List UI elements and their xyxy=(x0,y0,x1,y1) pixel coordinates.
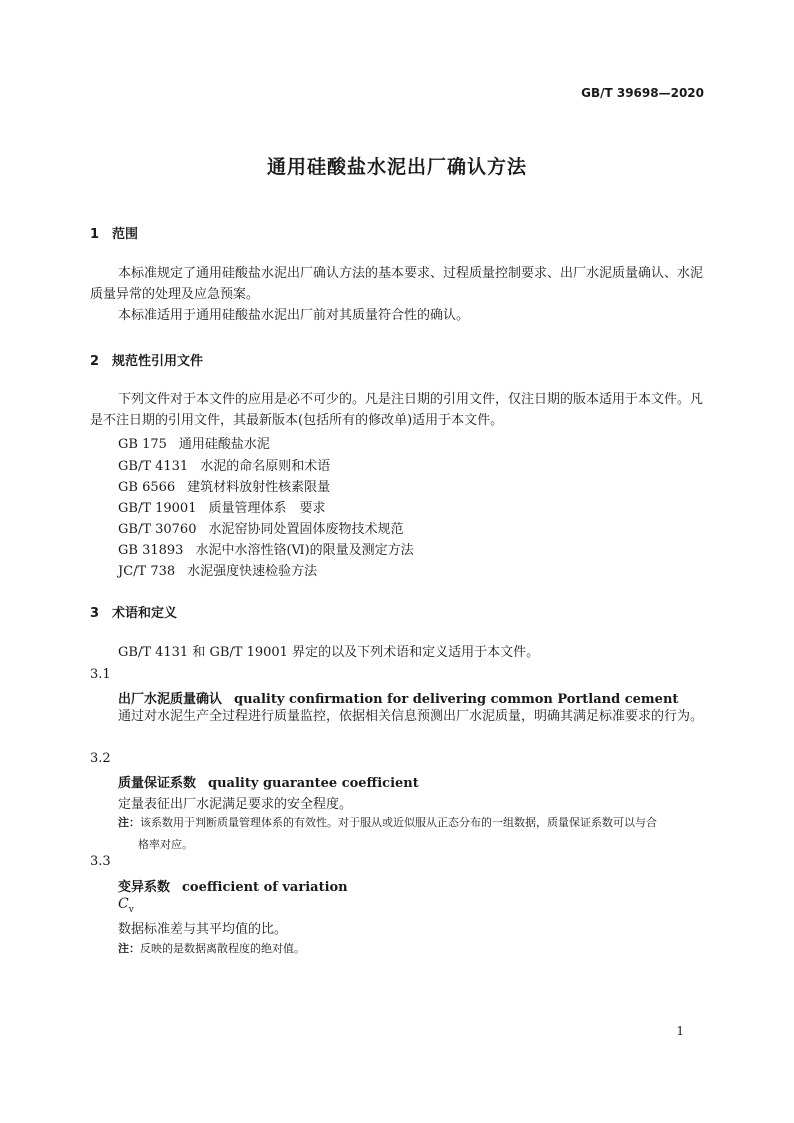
note-label: 注： xyxy=(118,942,140,955)
term-heading xyxy=(118,772,419,791)
term-heading xyxy=(118,688,678,707)
term-en: quality guarantee coefficient xyxy=(208,776,419,791)
reference-item xyxy=(118,518,404,537)
section-1-heading xyxy=(90,223,138,242)
reference-title: 水泥的命名原则和术语 xyxy=(200,459,331,474)
reference-item xyxy=(118,497,326,516)
note-continuation: 格率对应。 xyxy=(138,838,193,851)
reference-title: 水泥强度快速检验方法 xyxy=(187,564,318,579)
reference-code: GB/T 19001 xyxy=(118,501,197,516)
document-title: 通用硅酸盐水泥出厂确认方法 xyxy=(266,156,527,178)
note-text: 该系数用于判断质量管理体系的有效性。对于服从或近似服从正态分布的一组数据，质量保证系数可以与合 xyxy=(140,816,657,829)
references-intro: 下列文件对于本文件的应用是必不可少的。凡是注日期的引用文件，仅注日期的版本适用于本文件。凡是不注日期的引用文件，其最新版本(包括所有的修改单)适用于本文件。 xyxy=(90,392,704,428)
term-cn: 出厂水泥质量确认 xyxy=(118,692,223,707)
term-definition: 通过对水泥生产全过程进行质量监控，依据相关信息预测出厂水泥质量，明确其满足标准要求的行为。 xyxy=(118,709,704,724)
reference-item xyxy=(118,476,330,495)
reference-title: 水泥中水溶性铬(Ⅵ)的限量及测定方法 xyxy=(195,543,414,558)
term-cn: 质量保证系数 xyxy=(118,776,197,791)
reference-title: 通用硅酸盐水泥 xyxy=(178,437,270,452)
symbol-letter: C xyxy=(118,896,129,912)
section-number: 3 xyxy=(90,606,100,621)
term-symbol xyxy=(118,896,134,915)
term-en: coefficient of variation xyxy=(182,880,348,895)
section-title: 范围 xyxy=(112,227,139,242)
term-number: 3.1 xyxy=(90,667,111,682)
term-definition: 数据标准差与其平均值的比。 xyxy=(118,922,288,937)
reference-item xyxy=(118,433,270,452)
reference-title: 质量管理体系 要求 xyxy=(208,501,326,516)
note-label: 注： xyxy=(118,816,140,829)
scope-paragraph-2: 本标准适用于通用硅酸盐水泥出厂前对其质量符合性的确认。 xyxy=(118,308,470,323)
reference-code: GB/T 4131 xyxy=(118,459,189,474)
term-heading xyxy=(118,876,348,895)
reference-item xyxy=(118,539,414,558)
reference-item xyxy=(118,560,317,579)
term-number: 3.3 xyxy=(90,854,111,869)
reference-code: GB 31893 xyxy=(118,543,184,558)
section-title: 规范性引用文件 xyxy=(112,354,204,369)
symbol-subscript: v xyxy=(128,904,134,915)
term-note xyxy=(118,939,708,959)
section-number: 1 xyxy=(90,227,100,242)
term-definition: 定量表征出厂水泥满足要求的安全程度。 xyxy=(118,797,353,812)
terms-intro: GB/T 4131 和 GB/T 19001 界定的以及下列术语和定义适用于本文件。 xyxy=(118,645,540,660)
reference-code: GB 6566 xyxy=(118,480,176,495)
reference-code: JC/T 738 xyxy=(118,564,176,579)
section-2-heading xyxy=(90,350,203,369)
reference-title: 建筑材料放射性核素限量 xyxy=(187,480,331,495)
page-number: 1 xyxy=(676,1024,684,1038)
section-3-heading xyxy=(90,602,177,621)
standard-code: GB/T 39698—2020 xyxy=(581,86,704,100)
section-number: 2 xyxy=(90,354,100,369)
reference-title: 水泥窑协同处置固体废物技术规范 xyxy=(208,522,404,537)
note-text: 反映的是数据离散程度的绝对值。 xyxy=(140,942,305,955)
reference-code: GB/T 30760 xyxy=(118,522,197,537)
term-cn: 变异系数 xyxy=(118,880,171,895)
term-note xyxy=(118,813,708,833)
reference-code: GB 175 xyxy=(118,437,167,452)
reference-item xyxy=(118,455,330,474)
section-title: 术语和定义 xyxy=(112,606,178,621)
term-number: 3.2 xyxy=(90,751,111,766)
term-en: quality confirmation for delivering common Portland cement xyxy=(234,692,679,707)
scope-paragraph-1: 本标准规定了通用硅酸盐水泥出厂确认方法的基本要求、过程质量控制要求、出厂水泥质量确认、水泥质量异常的处理及应急预案。 xyxy=(90,266,704,302)
